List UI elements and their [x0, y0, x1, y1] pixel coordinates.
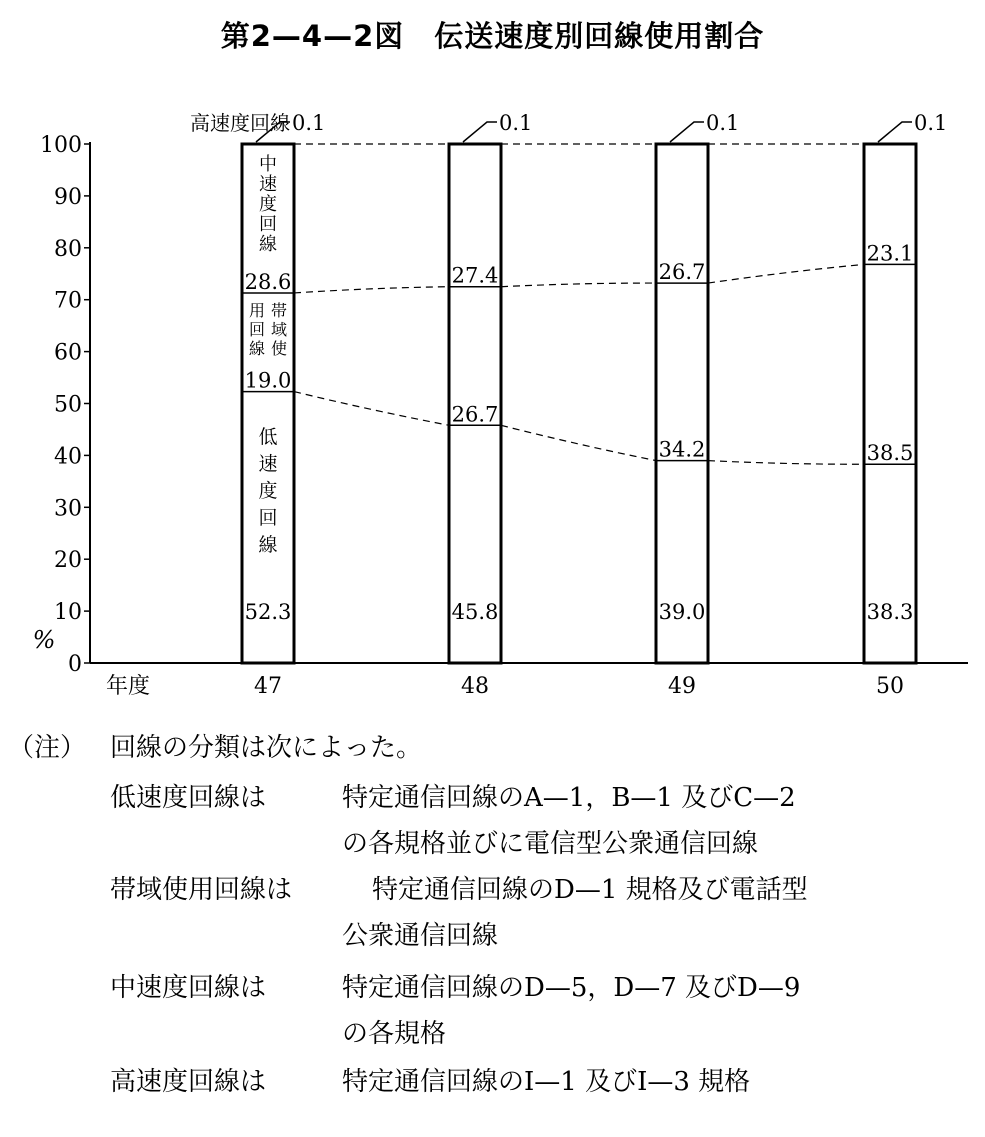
note-desc-band-1: 特定通信回線のD—1 規格及び電話型 — [372, 875, 808, 905]
y-tick-label: 70 — [54, 288, 82, 314]
note-term-low: 低速度回線は — [110, 783, 267, 813]
x-tick-label-50: 50 — [876, 674, 904, 699]
connector-低速度回線 — [294, 392, 449, 426]
series-label-high: 高速度回線 — [190, 111, 290, 135]
series-label-band-char: 域 — [270, 320, 288, 339]
y-tick-label: 0 — [68, 652, 82, 677]
data-label-中速度回線: 27.4 — [451, 263, 499, 288]
note-term-high: 高速度回線は — [110, 1067, 267, 1097]
bar-49 — [656, 144, 708, 663]
series-label-mid-char: 速 — [259, 174, 277, 195]
y-tick-label: 60 — [54, 340, 82, 366]
x-tick-label-49: 49 — [668, 674, 696, 699]
y-tick-label: 30 — [54, 496, 82, 522]
series-label-band-char: 用 — [248, 301, 266, 320]
note-desc-mid-1: 特定通信回線のD—5，D—7 及びD—9 — [342, 973, 801, 1003]
series-label-low-char: 線 — [258, 534, 278, 556]
data-label-高速度回線: 0.1 — [499, 111, 533, 135]
data-label-高速度回線: 0.1 — [706, 111, 740, 135]
series-label-low-char: 速 — [258, 453, 278, 475]
y-tick-label: 50 — [54, 392, 82, 418]
connector-低速度回線 — [501, 425, 656, 460]
y-axis-unit: % — [32, 626, 56, 654]
data-label-帯域使用回線: 38.5 — [866, 441, 914, 466]
data-label-中速度回線: 26.7 — [658, 260, 706, 285]
series-label-band-char: 線 — [248, 339, 266, 358]
data-label-帯域使用回線: 19.0 — [244, 368, 292, 393]
series-label-band-char: 回 — [248, 320, 266, 339]
data-label-帯域使用回線: 26.7 — [451, 402, 499, 427]
note-term-band: 帯域使用回線は — [110, 875, 293, 905]
note-desc-low-2: の各規格並びに電信型公衆通信回線 — [342, 829, 759, 859]
connector-帯域使用回線 — [294, 287, 449, 293]
series-label-band-char: 使 — [270, 339, 288, 358]
series-label-low-char: 低 — [258, 426, 278, 448]
y-tick-label: 20 — [54, 548, 82, 574]
note-desc-band-2: 公衆通信回線 — [342, 921, 499, 951]
notes-intro: 回線の分類は次によった。 — [110, 733, 423, 763]
data-label-帯域使用回線: 34.2 — [658, 437, 706, 462]
y-tick-label: 40 — [54, 444, 82, 470]
data-label-高速度回線: 0.1 — [292, 111, 326, 135]
data-label-低速度回線: 38.3 — [866, 600, 914, 624]
connector-帯域使用回線 — [501, 283, 656, 287]
series-label-mid-char: 中 — [259, 154, 277, 175]
y-tick-label: 10 — [54, 600, 82, 626]
y-tick-label: 80 — [54, 236, 82, 262]
note-term-mid: 中速度回線は — [110, 973, 267, 1003]
bar-50 — [864, 144, 916, 663]
series-label-mid-char: 線 — [259, 234, 277, 255]
data-label-低速度回線: 52.3 — [244, 600, 292, 624]
data-label-低速度回線: 45.8 — [451, 600, 499, 624]
y-tick-label: 90 — [54, 184, 82, 210]
note-desc-high-1: 特定通信回線のI—1 及びI—3 規格 — [342, 1067, 751, 1097]
data-label-中速度回線: 28.6 — [244, 269, 292, 294]
x-tick-label-47: 47 — [254, 674, 282, 699]
y-tick-label: 100 — [40, 133, 82, 158]
connector-帯域使用回線 — [708, 264, 864, 283]
data-label-中速度回線: 23.1 — [866, 241, 914, 266]
notes-heading: （注） — [8, 733, 87, 763]
series-label-mid-char: 度 — [259, 194, 277, 215]
leader-高速度回線 — [878, 122, 912, 142]
x-tick-label-48: 48 — [461, 674, 489, 699]
note-desc-mid-2: の各規格 — [342, 1019, 447, 1049]
series-label-low-char: 度 — [258, 480, 278, 502]
leader-高速度回線 — [670, 122, 704, 142]
data-label-低速度回線: 39.0 — [658, 600, 706, 624]
series-label-mid-char: 回 — [259, 214, 277, 235]
series-label-band-char: 帯 — [270, 301, 288, 320]
note-desc-low-1: 特定通信回線のA—1，B—1 及びC—2 — [342, 783, 796, 813]
series-label-low-char: 回 — [258, 507, 278, 529]
chart-title: 第2—4—2図 伝送速度別回線使用割合 — [220, 19, 765, 53]
connector-低速度回線 — [708, 461, 864, 465]
data-label-高速度回線: 0.1 — [914, 111, 948, 135]
leader-高速度回線 — [463, 122, 497, 142]
x-axis-title: 年度 — [105, 674, 151, 699]
